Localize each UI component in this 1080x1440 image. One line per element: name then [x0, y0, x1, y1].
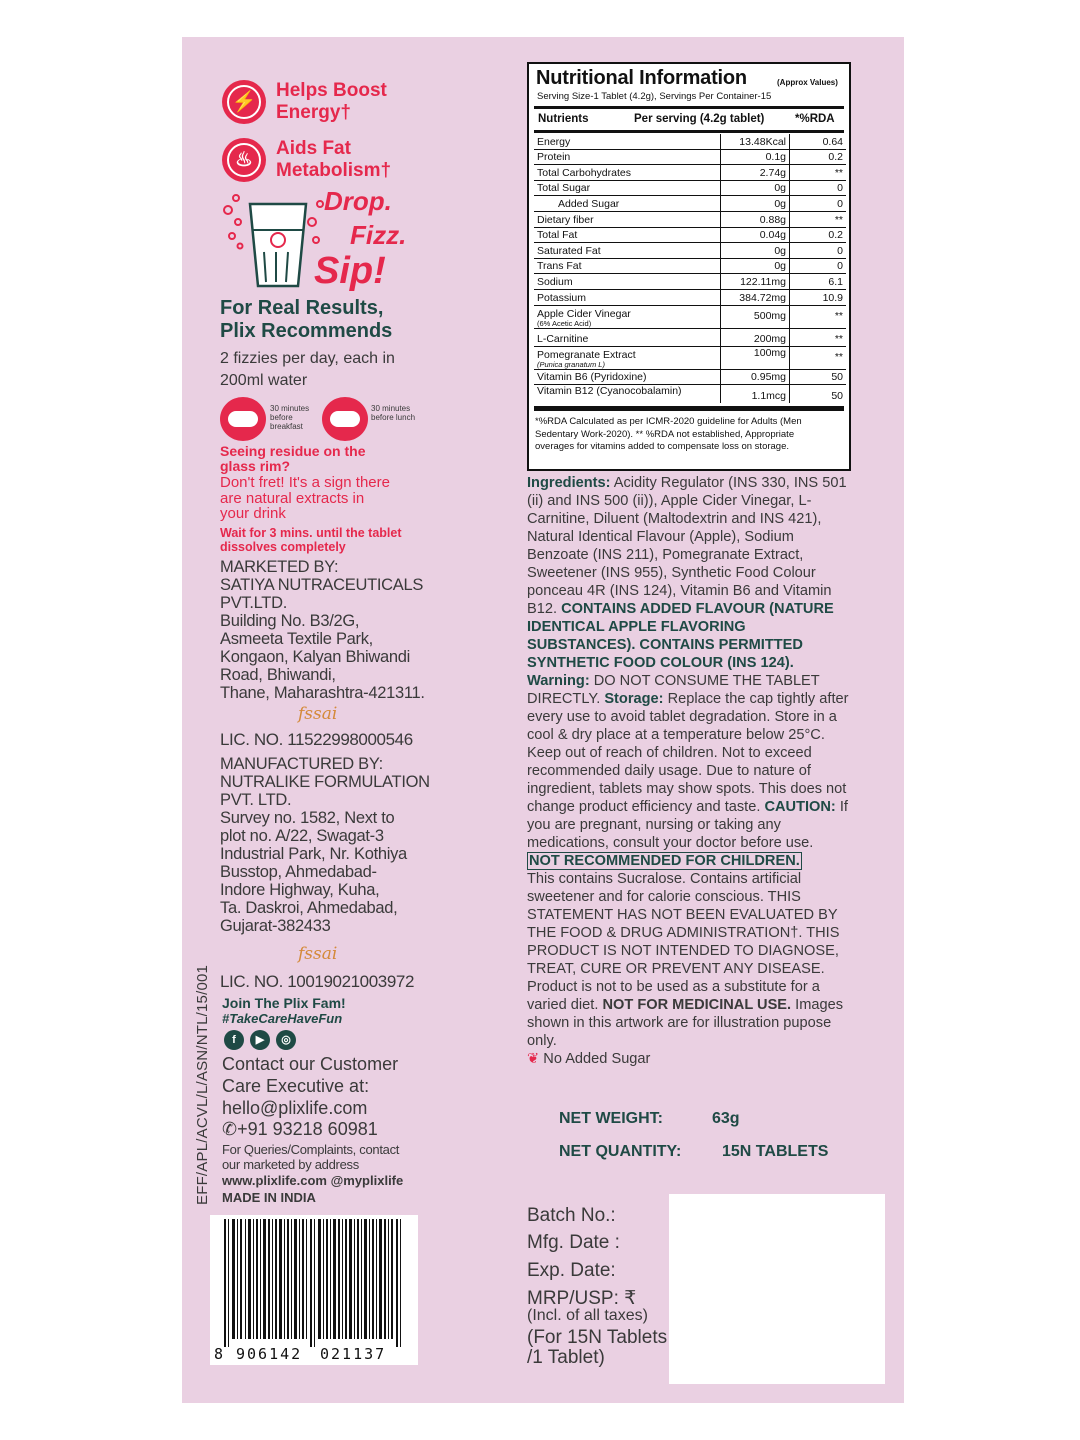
youtube-icon[interactable]: ▶ — [250, 1030, 270, 1050]
recommend-desc: 2 fizzies per day, each in 200ml water — [220, 350, 395, 389]
sunrise-cloud-icon — [220, 397, 266, 441]
energy-bolt-icon: ⚡ — [222, 80, 266, 124]
exp-date: Exp. Date: — [527, 1260, 616, 1281]
table-row: Total Fat 0.04g 0.2 — [534, 227, 846, 243]
table-row: Sodium 122.11mg 6.1 — [534, 274, 846, 290]
benefit-energy: ⚡ Helps Boost Energy† — [222, 80, 426, 124]
table-row: Trans Fat 0g 0 — [534, 258, 846, 274]
tagline-sip: Sip! — [314, 250, 386, 292]
join-plix: Join The Plix Fam! #TakeCareHaveFun — [222, 995, 346, 1026]
fssai-logo: fssai — [298, 944, 338, 964]
barcode-bars — [210, 1215, 418, 1347]
marketed-license: LIC. NO. 11522998000546 — [220, 730, 413, 749]
barcode-digits-left: 906142 — [236, 1345, 303, 1363]
nutrition-rows — [534, 134, 846, 403]
customer-care: Contact our Customer Care Executive at: hello@plixlife.com — [222, 1054, 399, 1118]
table-row: Total Carbohydrates 2.74g ** — [534, 165, 846, 181]
table-row: Added Sugar 0g 0 — [534, 196, 846, 212]
fizzy-glass-icon — [218, 192, 328, 292]
nutrition-table — [527, 62, 851, 471]
barcode — [210, 1215, 418, 1365]
phone-row — [222, 1119, 378, 1140]
ingredients-block: Ingredients: Acidity Regulator (INS 330, INS 501 (ii) and INS 500 (ii)), Apple Cider Vinegar, L-Carnitine, Diluent (Maltodextrin and INS 421), Natural Identical Flavour (Apple), Sodium Benzoate (INS 211), Pomegranate Extract, Sweetener (INS 955), Synthetic Food Colour ponceau 4R (INS 124), Vitamin B6 and Vitamin B12. CONTAINS ADDED FLAVOUR (NATURE IDENTICAL APPLE FLAVORING SUBSTANCES). CONTAINS PERMITTED SYNTHETIC FOOD COLOUR (INS 124). Warning: DO NOT CONSUME THE TABLET DIRECTLY. Storage: Replace the cap tightly after every use to avoid tablet degradation. Store in a cool & dry place at a temperature below 25°C. Keep out of reach of children. Not to exceed recommended daily usage. Due to nature of ingredient, tablets may show spots. This does not change product efficiency and taste. CAUTION: If you are pregnant, nursing or taking any medications, consult your doctor before use. NOT RECOMMENDED FOR CHILDREN. This contains Sucralose. Contains artificial sweetener and for calorie conscious. THIS STATEMENT HAS NOT BEEN EVALUATED BY THE FOOD & DRUG ADMINISTRATION†. THIS PRODUCT IS NOT INTENDED TO DIAGNOSE, TREAT, CURE OR PREVENT ANY DISEASE. Product is not to be used as a substitute for a varied diet. NOT FOR MEDICINAL USE. Images shown in this artwork are for illustration pupose only. ❦ No Added Sugar — [527, 475, 849, 1067]
phone-number[interactable]: +91 93218 60981 — [237, 1119, 378, 1139]
table-row: Vitamin B6 (Pyridoxine) 0.95mg 50 — [534, 369, 846, 385]
dissolve-note: Wait for 3 mins. until the tablet dissolves completely — [220, 526, 402, 554]
table-row: Pomegranate Extract (Punica granatum L) 100mg ** — [534, 346, 846, 369]
barcode-digit-prefix: 8 — [214, 1345, 224, 1363]
net-weight-value: 63g — [712, 1110, 740, 1127]
no-added-sugar: No Added Sugar — [543, 1051, 651, 1067]
net-quantity-value: 15N TABLETS — [722, 1143, 829, 1160]
sun-cloud-icon — [322, 397, 368, 441]
timing-lunch: 30 minutes before lunch — [371, 404, 416, 422]
batch-print-area — [669, 1194, 885, 1384]
price-basis: (For 15N Tablets /1 Tablet) — [527, 1327, 668, 1368]
facebook-icon[interactable]: f — [224, 1030, 244, 1050]
table-row: Saturated Fat 0g 0 — [534, 243, 846, 259]
manufactured-license: LIC. NO. 10019021003972 — [220, 972, 415, 991]
website-handle[interactable]: www.plixlife.com @myplixlife — [222, 1173, 404, 1188]
queries-note: For Queries/Complaints, contact our marketed by address — [222, 1142, 400, 1172]
mrp: MRP/USP: ₹ — [527, 1288, 637, 1309]
batch-no: Batch No.: — [527, 1205, 616, 1226]
timing-breakfast: 30 minutes before breakfast — [270, 404, 310, 431]
benefit-metabolism: ♨ Aids Fat Metabolism† — [222, 138, 436, 182]
fssai-logo: fssai — [298, 704, 338, 724]
instagram-icon[interactable]: ◎ — [276, 1030, 296, 1050]
header-per-serving: Per serving (4.2g tablet) — [634, 113, 765, 125]
net-quantity-label: NET QUANTITY: — [559, 1143, 682, 1160]
recommend-title: For Real Results, Plix Recommends — [220, 297, 393, 342]
table-row: L-Carnitine 200mg ** — [534, 328, 846, 346]
table-row: Dietary fiber 0.88g ** — [534, 211, 846, 227]
table-row: Total Sugar 0g 0 — [534, 180, 846, 196]
residue-question: Seeing residue on the glass rim? — [220, 443, 366, 474]
manufactured-by-address: MANUFACTURED BY: NUTRALIKE FORMULATION PVT. LTD. Survey no. 1582, Next to plot no. A/22, Swagat-3 Industrial Park, Nr. Kothiya Busstop, Ahmedabad- Indore Highway, Kuha, Ta. Daskroi, Ahmedabad, Gujarat-382433 — [220, 755, 430, 935]
batch-code-vertical: EFF/APL/ACVL/L/ASN/NTL/15/001 — [194, 964, 211, 1205]
table-row: Apple Cider Vinegar (6% Acetic Acid) 500mg ** — [534, 305, 846, 328]
header-nutrients: Nutrients — [538, 113, 589, 125]
nutrition-title: Nutritional Information — [536, 67, 747, 89]
mfg-date: Mfg. Date : — [527, 1232, 620, 1253]
serving-info: Serving Size-1 Tablet (4.2g), Servings Per Container-15 — [537, 91, 772, 102]
rda-footnote: *%RDA Calculated as per ICMR-2020 guideline for Adults (Men Sedentary Work-2020). ** %RDA not established, Appropriate overages for vitamins added to compensate loss on storage. — [535, 416, 802, 452]
flame-icon: ♨ — [222, 138, 266, 182]
residue-answer: Don't fret! It's a sign there are natural extracts in your drink — [220, 474, 390, 522]
leaf-icon: ❦ — [527, 1051, 540, 1067]
not-recommended-children: NOT RECOMMENDED FOR CHILDREN. — [529, 853, 800, 869]
table-row: Protein 0.1g 0.2 — [534, 149, 846, 165]
header-rda: *%RDA — [795, 113, 835, 125]
incl-taxes: (Incl. of all taxes) — [527, 1307, 648, 1324]
phone-icon: ✆ — [222, 1119, 238, 1139]
made-in-india: MADE IN INDIA — [222, 1190, 316, 1205]
table-row: Potassium 384.72mg 10.9 — [534, 289, 846, 305]
tagline-drop: Drop. — [324, 186, 392, 216]
net-weight-label: NET WEIGHT: — [559, 1110, 663, 1127]
tagline-fizz: Fizz. — [350, 220, 407, 250]
email-link[interactable]: hello@plixlife.com — [222, 1098, 368, 1118]
approx-values: (Approx Values) — [777, 78, 838, 87]
table-row: Vitamin B12 (Cyanocobalamin) 1.1mcg 50 — [534, 385, 846, 404]
barcode-digits-right: 021137 — [320, 1345, 387, 1363]
marketed-by-address: MARKETED BY: SATIYA NUTRACEUTICALS PVT.LTD. Building No. B3/2G, Asmeeta Textile Park, Kongaon, Kalyan Bhiwandi Road, Bhiwandi, Thane, Maharashtra-421311. — [220, 558, 425, 702]
table-row: Energy 13.48Kcal 0.64 — [534, 134, 846, 149]
